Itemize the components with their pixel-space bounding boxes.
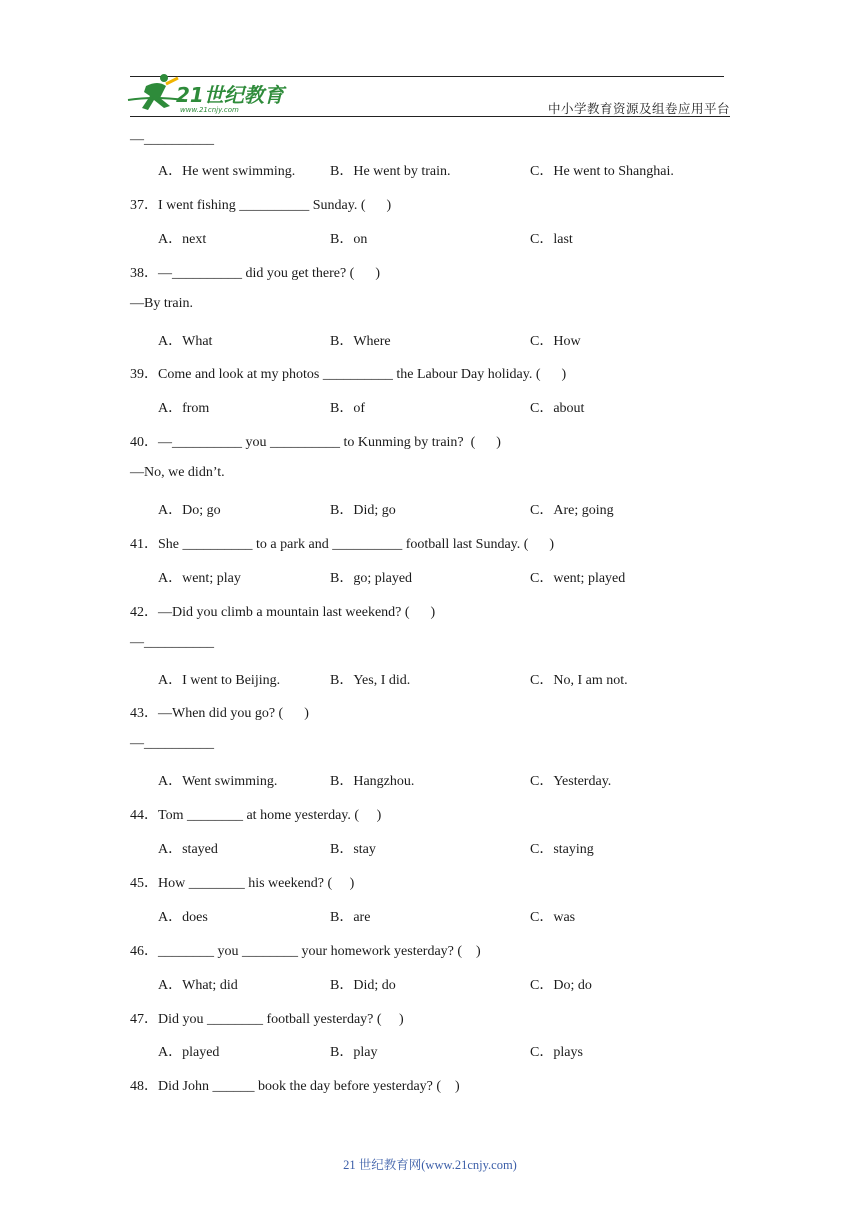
option-43-b: B．Hangzhou. [330, 774, 415, 789]
page-footer: 21 世纪教育网(www.21cnjy.com) [343, 1158, 517, 1172]
question-37-stem: 37．I went fishing __________ Sunday. ( ) [130, 198, 392, 213]
option-37-a: A．next [158, 232, 207, 247]
option-40-c: C．Are; going [530, 503, 614, 518]
option-44-c: C．staying [530, 842, 594, 857]
option-45-c: C．was [530, 910, 576, 925]
option-44-a: A．stayed [158, 842, 218, 857]
option-39-c: C．about [530, 401, 585, 416]
question-47-stem: 47．Did you ________ football yesterday? ( ) [130, 1012, 404, 1027]
option-45-b: B．are [330, 910, 371, 925]
option-42-b: B．Yes, I did. [330, 673, 411, 688]
svg-text:www.21cnjy.com: www.21cnjy.com [180, 106, 239, 114]
question-41-stem: 41．She __________ to a park and __________ football last Sunday. ( ) [130, 537, 555, 552]
option-43-a: A．Went swimming. [158, 774, 278, 789]
site-logo [124, 70, 294, 116]
option-41-a: A．went; play [158, 571, 241, 586]
option-47-c: C．plays [530, 1045, 583, 1060]
option-38-c: C．How [530, 334, 581, 349]
svg-text:21世纪教育: 21世纪教育 [176, 83, 284, 107]
question-46-stem: 46．________ you ________ your homework yesterday? ( ) [130, 944, 481, 959]
option-45-a: A．does [158, 910, 208, 925]
question-38-answer-line: —By train. [130, 296, 193, 311]
question-42-answer-line: —__________ [130, 635, 214, 650]
option-42-c: C．No, I am not. [530, 673, 628, 688]
option-46-a: A．What; did [158, 978, 238, 993]
option-36-c: C．He went to Shanghai. [530, 164, 674, 179]
answer-blank-36: —__________ [130, 132, 214, 147]
question-38-stem: 38．—__________ did you get there? ( ) [130, 266, 381, 281]
option-47-b: B．play [330, 1045, 378, 1060]
page-header [0, 0, 860, 125]
header-rule-bottom [130, 116, 730, 117]
header-tagline: 中小学教育资源及组卷应用平台 [547, 101, 730, 116]
option-46-c: C．Do; do [530, 978, 592, 993]
option-41-b: B．go; played [330, 571, 413, 586]
question-43-answer-line: —__________ [130, 736, 214, 751]
option-42-a: A．I went to Beijing. [158, 673, 281, 688]
question-48-stem: 48．Did John ______ book the day before yesterday? ( ) [130, 1079, 460, 1094]
question-40-stem: 40．—__________ you __________ to Kunming by train? ( ) [130, 435, 501, 450]
question-45-stem: 45．How ________ his weekend? ( ) [130, 876, 355, 891]
option-44-b: B．stay [330, 842, 376, 857]
option-36-b: B．He went by train. [330, 164, 451, 179]
option-39-a: A．from [158, 401, 210, 416]
question-39-stem: 39．Come and look at my photos __________ the Labour Day holiday. ( ) [130, 367, 567, 382]
option-37-b: B．on [330, 232, 368, 247]
option-46-b: B．Did; do [330, 978, 396, 993]
option-40-a: A．Do; go [158, 503, 221, 518]
question-44-stem: 44．Tom ________ at home yesterday. ( ) [130, 808, 382, 823]
question-42-stem: 42．—Did you climb a mountain last weekend? ( ) [130, 605, 436, 620]
option-39-b: B．of [330, 401, 365, 416]
option-41-c: C．went; played [530, 571, 626, 586]
option-38-b: B．Where [330, 334, 391, 349]
option-47-a: A．played [158, 1045, 220, 1060]
option-40-b: B．Did; go [330, 503, 396, 518]
question-40-answer-line: —No, we didn’t. [130, 465, 225, 480]
option-43-c: C．Yesterday. [530, 774, 612, 789]
question-43-stem: 43．—When did you go? ( ) [130, 706, 309, 721]
option-36-a: A．He went swimming. [158, 164, 296, 179]
option-37-c: C．last [530, 232, 573, 247]
option-38-a: A．What [158, 334, 213, 349]
